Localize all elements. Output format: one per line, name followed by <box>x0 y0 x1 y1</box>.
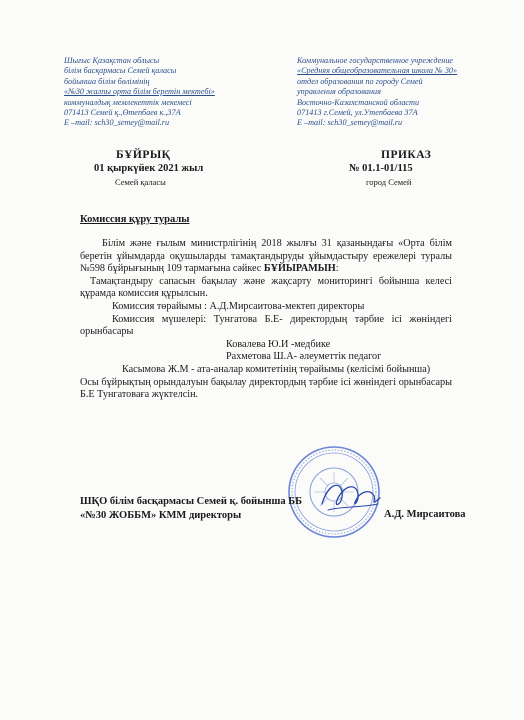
signature-line-2: «№30 ЖОББМ» КММ директоры <box>80 510 242 521</box>
signature-block <box>80 495 302 523</box>
signatory-name: А.Д. Мирсаитова <box>384 509 466 520</box>
header-ru-line: 071413 г.Семей, ул.Утепбаева 37А <box>297 108 418 118</box>
order-city-kz: Семей қаласы <box>115 177 166 187</box>
header-kz-line: 071413 Семей қ.,Өтепбаев к.,37А <box>64 108 181 118</box>
body-text: : <box>335 263 339 275</box>
header-ru-line: отдел образования по городу Семей <box>297 76 423 86</box>
header-ru-line: управления образования <box>297 87 381 97</box>
header-kz-line: коммуналдық мемлекеттік мекемесі <box>64 97 192 107</box>
header-kz-line: «№30 жалпы орта білім беретін мектебі» <box>64 87 215 97</box>
body-paragraph-4: Комиссия мүшелері: Тунгатова Б.Е- директордың тәрбие ісі жөніндегі орынбасары <box>80 313 452 338</box>
body-member-2: Рахметова Ш.А- әлеуметтік педагог <box>226 351 382 363</box>
order-city-ru: город Семей <box>366 177 412 187</box>
body-order-word: БҰЙЫРАМЫН <box>263 263 336 275</box>
body-paragraph-3: Комиссия төрайымы : А.Д.Мирсаитова-мектеп директоры <box>112 300 365 312</box>
body-text: Білім және ғылым министрлігінің 2018 жылғы 31 қазанындағы «Орта білім беретін ұйымдарда оқушыларды тамақтандыруды ұйымдастыру ережелері туралы №598 бұйрығының 109 тармағына сәйкес <box>80 238 452 275</box>
header-kz-line: білім басқармасы Семей қаласы <box>64 66 177 76</box>
order-date-kz: 01 қыркүйек 2021 жыл <box>94 163 204 174</box>
subject-title: Комиссия құру туралы <box>80 214 190 225</box>
header-ru-line: Восточно-Казахстанской области <box>297 97 420 107</box>
header-kz-email: Е –mail: sch30_semey@mail.ru <box>64 118 170 128</box>
order-body <box>80 238 452 402</box>
header-kz-line: Шығыс Қазақстан облысы <box>64 56 160 65</box>
order-number-ru: № 01.1-01/115 <box>349 163 413 174</box>
body-member-1: Ковалева Ю.И -медбике <box>226 338 331 350</box>
body-paragraph-control: Осы бұйрықтың орындалуын бақылау директордың тәрбие ісі жөніндегі орынбасары Б.Е Тунгатоваға жүктелсін. <box>80 376 452 401</box>
header-ru-email: E –mail: sch30_semey@mail.ru <box>297 118 403 128</box>
order-title-ru: ПРИКАЗ <box>381 149 432 161</box>
signature-line-1: ШҚО білім басқармасы Семей қ. бойынша ББ <box>80 496 303 507</box>
body-paragraph-2: Тамақтандыру сапасын бақылау және жақсарту мониторингі бойынша келесі құрамда комиссия құрылсын. <box>80 275 452 300</box>
body-paragraph-1 <box>80 238 452 276</box>
handwritten-signature-icon <box>318 474 384 522</box>
body-member-3: Касымова Ж.М - ата-аналар комитетінің төрайымы (келісімі бойынша) <box>122 363 431 375</box>
header-ru-line: «Средняя общеобразовательная школа № 30» <box>297 66 458 76</box>
order-title-kz: БҰЙРЫҚ <box>116 149 171 161</box>
header-ru-line: Коммунальное государственное учреждение <box>297 56 454 65</box>
header-kazakh <box>64 56 264 129</box>
header-russian <box>297 56 512 129</box>
header-kz-line: бойынша білім бөлімінің <box>64 76 150 86</box>
